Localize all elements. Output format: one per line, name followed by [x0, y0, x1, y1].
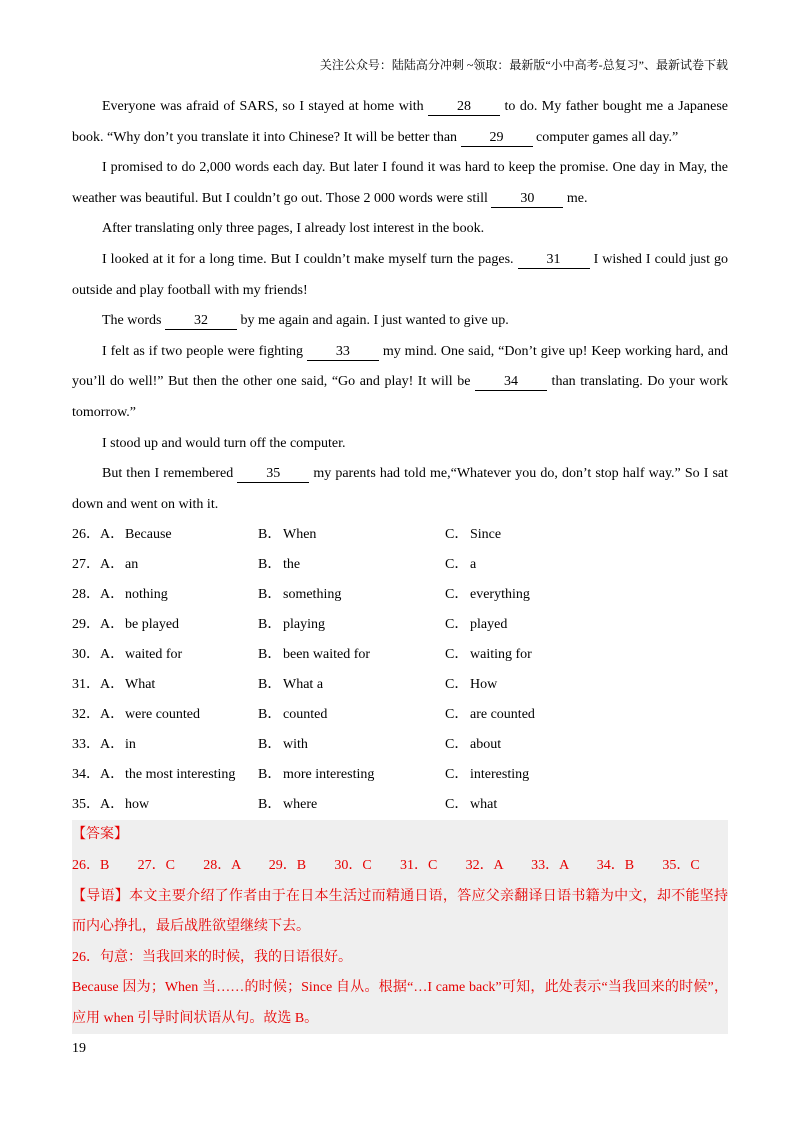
- option-letter: C．: [445, 647, 469, 663]
- blank-28: 28: [428, 99, 500, 116]
- answer-key: 31．C: [399, 857, 438, 873]
- guide-text: 【导语】本文主要介绍了作者由于在日本生活过而精通日语，答应父亲翻译日语书籍为中文，却不能坚持而内心挣扎，最后战胜欲望继续下去。: [72, 888, 728, 935]
- passage: [72, 92, 728, 520]
- option-b: [258, 520, 445, 550]
- question-row: [72, 700, 728, 730]
- option-letter: C．: [445, 707, 469, 723]
- question-number: 28．: [72, 587, 100, 603]
- option-a: [100, 730, 258, 760]
- option-text: waited for: [125, 647, 183, 663]
- question-number: 32．: [72, 707, 100, 723]
- option-a: [100, 640, 258, 670]
- answer-heading: 【答案】: [72, 827, 128, 843]
- option-text: When: [283, 527, 317, 543]
- question-row: [72, 760, 728, 790]
- passage-text: my parents had told me,“Whatever you do, don’t stop half way.” So I sat down and went on with it.: [72, 466, 728, 512]
- option-letter: B．: [258, 647, 282, 663]
- passage-text: I promised to do 2,000 words each day. But later I found it was hard to keep the promise. One day in May, the weather was beautiful. But I couldn’t go out. Those 2 000 words were still: [72, 160, 728, 206]
- question-row: [72, 610, 728, 640]
- passage-text: I wished I could just go outside and play football with my friends!: [72, 251, 728, 298]
- passage-text: Everyone was afraid of SARS, so I stayed at home with: [102, 99, 429, 114]
- option-b: [258, 550, 445, 580]
- option-text: be played: [125, 617, 180, 633]
- passage-paragraph: [72, 153, 728, 214]
- question-number: 30．: [72, 647, 100, 663]
- question-row: [72, 730, 728, 760]
- question-row: [72, 550, 728, 580]
- option-b: [258, 670, 445, 700]
- option-text: the: [283, 557, 301, 573]
- blank-31: 31: [518, 252, 590, 269]
- blank-35: 35: [237, 466, 309, 483]
- option-c: [445, 550, 728, 580]
- explanation: [72, 943, 728, 1035]
- option-text: with: [283, 737, 308, 753]
- option-text: how: [125, 797, 150, 813]
- option-text: in: [125, 737, 136, 753]
- option-c: [445, 700, 728, 730]
- passage-text: The words: [102, 313, 165, 329]
- option-letter: A．: [100, 767, 125, 783]
- answer-key: 28．A: [203, 857, 242, 873]
- option-letter: C．: [445, 767, 469, 783]
- option-letter: C．: [445, 587, 469, 603]
- option-text: where: [283, 797, 318, 813]
- option-letter: B．: [258, 707, 282, 723]
- question-number: 31．: [72, 677, 100, 693]
- answer-key: 27．C: [137, 857, 175, 873]
- option-a: [100, 580, 258, 610]
- question-row: [72, 790, 728, 820]
- option-letter: B．: [258, 677, 282, 693]
- option-a: [100, 520, 258, 550]
- option-text: what: [470, 797, 498, 813]
- option-c: [445, 760, 728, 790]
- option-letter: A．: [100, 557, 125, 573]
- option-c: [445, 730, 728, 760]
- option-a: [100, 700, 258, 730]
- option-letter: C．: [445, 527, 469, 543]
- question-number: 27．: [72, 557, 100, 573]
- option-letter: A．: [100, 737, 125, 753]
- option-text: What: [125, 677, 156, 693]
- option-letter: B．: [258, 617, 282, 633]
- option-c: [445, 580, 728, 610]
- option-a: [100, 790, 258, 820]
- option-a: [100, 670, 258, 700]
- page-header: 关注公众号：陆陆高分冲刺 ~领取：最新版“小中高考-总复习”、最新试卷下载: [319, 58, 728, 72]
- option-c: [445, 520, 728, 550]
- option-b: [258, 730, 445, 760]
- answer-key: 26．B: [72, 857, 110, 873]
- option-text: counted: [283, 707, 328, 723]
- passage-text: I stood up and would turn off the computer.: [102, 435, 346, 451]
- option-letter: B．: [258, 797, 282, 813]
- option-text: something: [283, 587, 342, 603]
- passage-paragraph: [72, 337, 728, 429]
- answer-key: 29．B: [268, 857, 307, 873]
- passage-text: I looked at it for a long time. But I couldn’t make myself turn the pages.: [102, 251, 518, 267]
- passage-text: than translating. Do your work tomorrow.”: [72, 374, 728, 420]
- question-row: [72, 520, 728, 550]
- blank-33: 33: [307, 344, 379, 361]
- passage-paragraph: [72, 459, 728, 520]
- option-text: were counted: [125, 707, 201, 723]
- option-letter: A．: [100, 527, 125, 543]
- options-list: [72, 520, 728, 820]
- blank-32: 32: [165, 313, 237, 330]
- passage-paragraph: [72, 306, 728, 337]
- option-text: about: [470, 737, 502, 753]
- passage-text: But then I remembered: [102, 466, 238, 482]
- option-text: Because: [125, 527, 172, 543]
- option-text: are counted: [470, 707, 535, 723]
- passage-text: me.: [563, 190, 588, 206]
- option-text: interesting: [470, 767, 530, 783]
- option-letter: A．: [100, 707, 125, 723]
- passage-text: computer games all day.”: [532, 129, 679, 145]
- option-b: [258, 790, 445, 820]
- option-letter: C．: [445, 797, 469, 813]
- option-b: [258, 760, 445, 790]
- option-c: [445, 640, 728, 670]
- option-text: an: [125, 557, 139, 573]
- explanation-text: 26．句意：当我回来的时候，我的日语很好。: [72, 949, 352, 965]
- option-c: [445, 670, 728, 700]
- option-text: How: [470, 677, 498, 693]
- answer-key: 35．C: [662, 857, 700, 873]
- option-letter: B．: [258, 737, 282, 753]
- question-number: 26．: [72, 527, 100, 543]
- option-text: Since: [470, 527, 502, 543]
- option-text: waiting for: [470, 647, 532, 663]
- option-c: [445, 610, 728, 640]
- question-row: [72, 670, 728, 700]
- answer-key: 34．B: [596, 857, 635, 873]
- page-number: 19: [72, 1041, 86, 1057]
- answer-section: [72, 820, 728, 1034]
- option-c: [445, 790, 728, 820]
- option-text: nothing: [125, 587, 168, 603]
- option-text: playing: [283, 617, 325, 633]
- option-b: [258, 610, 445, 640]
- blank-29: 29: [461, 130, 533, 147]
- explanation-text: Because 因为；When 当……的时候；Since 自从。根据“…I came back”可知，此处表示“当我回来的时候”，应用 when 引导时间状语从句。故选 B。: [72, 980, 728, 1026]
- option-letter: C．: [445, 677, 469, 693]
- option-letter: A．: [100, 617, 125, 633]
- passage-text: I felt as if two people were fighting: [102, 343, 307, 359]
- option-letter: B．: [258, 557, 282, 573]
- question-number: 35．: [72, 797, 100, 813]
- passage-paragraph: [72, 245, 728, 306]
- blank-34: 34: [475, 374, 547, 391]
- option-text: the most interesting: [125, 767, 236, 783]
- passage-text: to do. My father bought me a Japanese book. “Why don’t you translate it into Chinese? It will be better than: [72, 99, 728, 145]
- passage-text: by me again and again. I just wanted to give up.: [237, 313, 509, 329]
- option-letter: A．: [100, 797, 125, 813]
- option-a: [100, 760, 258, 790]
- option-a: [100, 550, 258, 580]
- option-text: everything: [470, 587, 530, 603]
- option-b: [258, 580, 445, 610]
- option-letter: C．: [445, 617, 469, 633]
- option-text: played: [470, 617, 508, 633]
- page-content: [72, 92, 728, 1064]
- passage-paragraph: [72, 92, 728, 153]
- question-number: 33．: [72, 737, 100, 753]
- option-letter: B．: [258, 527, 282, 543]
- option-letter: B．: [258, 767, 282, 783]
- option-letter: C．: [445, 557, 469, 573]
- option-letter: A．: [100, 587, 125, 603]
- option-letter: A．: [100, 647, 125, 663]
- passage-text: After translating only three pages, I already lost interest in the book.: [102, 221, 485, 237]
- option-b: [258, 700, 445, 730]
- option-text: a: [470, 557, 477, 573]
- option-letter: C．: [445, 737, 469, 753]
- option-a: [100, 610, 258, 640]
- question-row: [72, 580, 728, 610]
- answer-key: 32．A: [465, 857, 504, 873]
- answer-key: 33．A: [531, 857, 570, 873]
- blank-30: 30: [491, 191, 563, 208]
- answer-keys: [72, 851, 728, 882]
- question-row: [72, 640, 728, 670]
- passage-paragraph: [72, 214, 728, 245]
- option-letter: B．: [258, 587, 282, 603]
- option-b: [258, 640, 445, 670]
- answer-key: 30．C: [334, 857, 372, 873]
- question-number: 34．: [72, 767, 100, 783]
- option-text: more interesting: [283, 767, 375, 783]
- passage-text: my mind. One said, “Don’t give up! Keep working hard, and you’ll do well!” But then the other one said, “Go and play! It will be: [72, 343, 728, 390]
- option-text: What a: [283, 677, 324, 693]
- option-letter: A．: [100, 677, 125, 693]
- passage-paragraph: [72, 429, 728, 460]
- question-number: 29．: [72, 617, 100, 633]
- option-text: been waited for: [283, 647, 371, 663]
